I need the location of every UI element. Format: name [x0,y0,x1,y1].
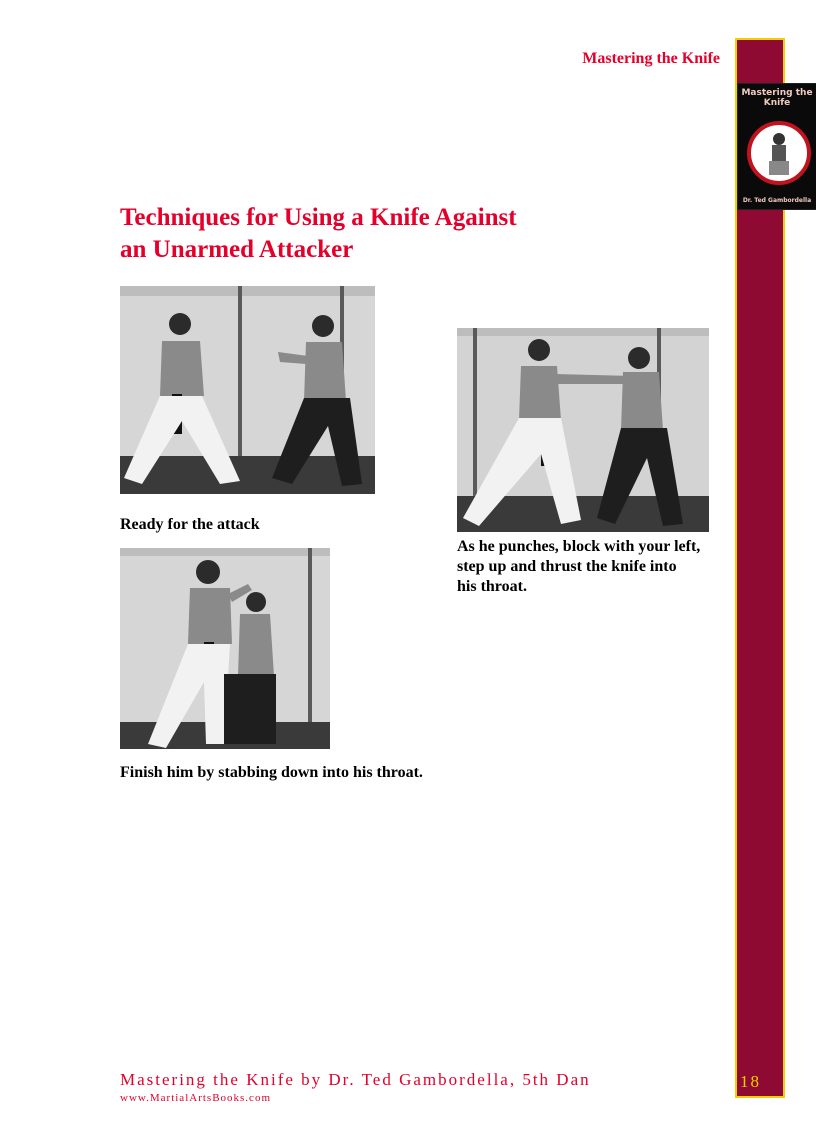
section-heading [120,202,540,266]
book-cover-thumbnail [737,83,816,210]
footer-book-title: Mastering the Knife by Dr. Ted Gambordella, 5th Dan [120,1070,591,1089]
caption-block-and-thrust [457,537,700,597]
heading-line-1: Techniques for Using a Knife Against [120,204,517,231]
caption-ready: Ready for the attack [120,516,260,533]
caption-line-2: step up and thrust the knife into [457,558,677,575]
caption-line-1: As he punches, block with your left, [457,538,701,555]
cover-title: Mastering the Knife [741,88,813,108]
caption-finish: Finish him by stabbing down into his throat. [120,764,423,781]
cover-author: Dr. Ted Gambordella [742,197,812,204]
heading-line-2: an Unarmed Attacker [120,236,354,263]
page-number: 18 [740,1072,761,1091]
photo-finish-stab [120,548,330,749]
caption-line-3: his throat. [457,578,527,595]
footer-url: www.MartialArtsBooks.com [120,1092,271,1104]
cover-emblem [747,121,811,185]
running-header-title: Mastering the Knife [582,50,720,67]
photo-block-and-thrust [457,328,709,532]
photo-ready-stance [120,286,375,494]
